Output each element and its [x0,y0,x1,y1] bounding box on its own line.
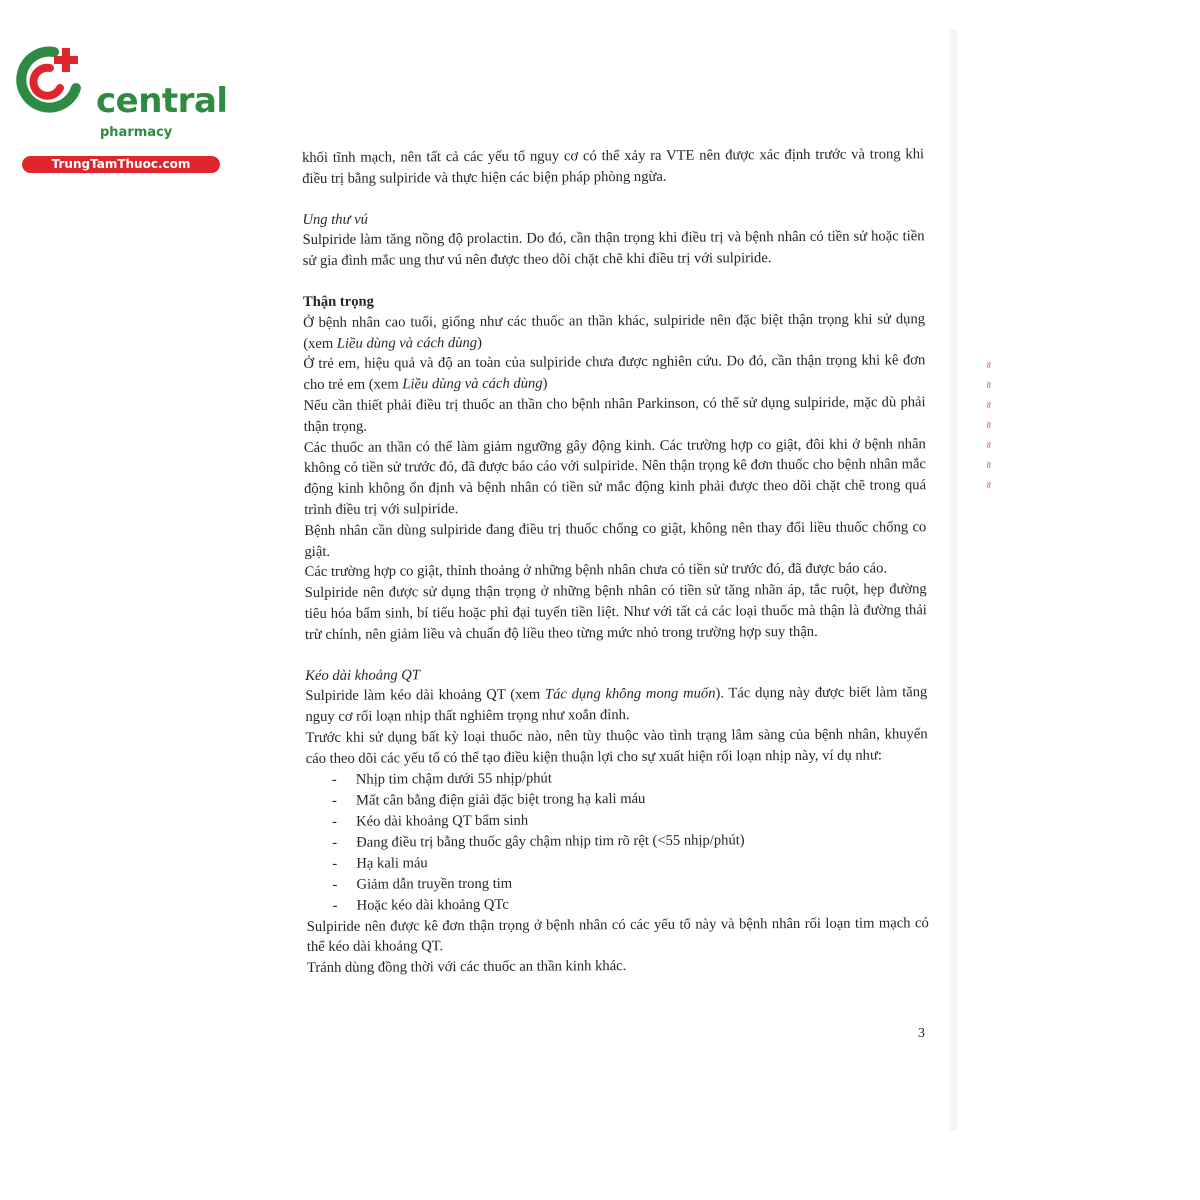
parkinson-paragraph: Nếu cần thiết phải điều trị thuốc an thần cho bệnh nhân Parkinson, có thể sử dụng sulpiride, mặc dù phải thận trọng. [303,394,926,435]
central-pharmacy-logo[interactable] [10,38,228,171]
dosage-reference: Liều dùng và cách dùng [402,375,543,393]
anticonvulsant-paragraph: Bệnh nhân cần dùng sulpiride đang điều trị thuốc chống co giật, không nên thay đổi liều thuốc chống co giật. [304,518,927,560]
logo-website-url[interactable]: TrungTamThuoc.com [22,156,220,173]
elderly-paragraph: Ở bệnh nhân cao tuổi, giống như các thuốc an thần khác, sulpiride nên đặc biệt thận trọng khi sử dụng (xem Liều dùng và cách dùng) [303,310,926,352]
qt-paragraph-4: Tránh dùng đồng thời với các thuốc an thần kinh khác. [306,958,627,977]
seizure-paragraph: Các thuốc an thần có thể làm giảm ngưỡng gây động kinh. Các trường hợp co giật, đôi khi ở bệnh nhân không có tiền sử trước đó, đã được báo cáo với sulpiride. Nên thận trọng kê đơn thuốc cho bệnh nhân mắc động kinh không ổn định và bệnh nhân có tiền sử mắc động kinh phải được theo dõi chặt chẽ trong quá trình điều trị với sulpiride. [303,435,927,518]
precautions-heading: Thận trọng [302,293,374,310]
intro-paragraph: khối tĩnh mạch, nên tất cả các yếu tố nguy cơ có thể xảy ra VTE nên được xác định trước và trong khi điều trị bằng sulpiride và thực hiện các biện pháp phòng ngừa. [302,146,925,187]
list-item: - Hạ kali máu [332,850,928,875]
page-number: 3 [918,1026,925,1041]
logo-brand-name: central [96,81,228,121]
seizure-reports-paragraph: Các trường hợp co giật, thỉnh thoảng ở những bệnh nhân chưa có tiền sử trước đó, đã được báo cáo. [304,560,888,581]
breast-cancer-heading: Ung thư vú [302,211,369,228]
list-item: - Nhịp tim chậm dưới 55 nhịp/phút [332,766,928,791]
list-item: - Đang điều trị bằng thuốc gây chậm nhịp tim rõ rệt (<55 nhịp/phút) [332,829,928,854]
list-item: - Hoặc kéo dài khoảng QTc [333,892,929,917]
pharmacy-logo-icon [10,38,90,118]
dosage-reference: Liều dùng và cách dùng [336,334,478,352]
margin-stamp-icon: ≈ ≈ ≈ ≈ ≈ ≈ ≈ [982,361,996,489]
list-item: - Giảm dẫn truyền trong tim [332,871,928,896]
qt-paragraph-3: Sulpiride nên được kê đơn thận trọng ở bệnh nhân có các yếu tố này và bệnh nhân rối loạn tim mạch có thể kéo dài khoảng QT. [306,914,929,956]
risk-factor-list [306,766,929,917]
qt-paragraph-1: Sulpiride làm kéo dài khoảng QT (xem Tác dụng không mong muốn). Tác dụng này được biết làm tăng nguy cơ rối loạn nhịp thất nghiêm trọng như xoắn đỉnh. [305,684,928,726]
document-body [302,144,929,979]
qt-heading: Kéo dài khoảng QT [305,666,421,684]
breast-cancer-paragraph: Sulpiride làm tăng nồng độ prolactin. Do đó, cần thận trọng khi điều trị và bệnh nhân có tiền sử hoặc tiền sử gia đình mắc ung thư vú nên được theo dõi chặt chẽ khi điều trị với sulpiride. [302,228,925,270]
children-paragraph: Ở trẻ em, hiệu quả và độ an toàn của sulpiride chưa được nghiên cứu. Do đó, cần thận trọng khi kê đơn cho trẻ em (xem Liều dùng và cách dùng) [303,352,926,394]
qt-paragraph-2: Trước khi sử dụng bất kỳ loại thuốc nào, nên tùy thuộc vào tình trạng lâm sàng của bệnh nhân, khuyến cáo theo dõi các yếu tố có thể tạo điều kiện thuận lợi cho sự xuất hiện rối loạn nhịp này, ví dụ như: [305,726,928,767]
list-item: - Kéo dài khoảng QT bẩm sinh [332,808,928,833]
caution-conditions-paragraph: Sulpiride nên được sử dụng thận trọng ở những bệnh nhân có tiền sử tăng nhãn áp, tắc ruột, hẹp đường tiêu hóa bẩm sinh, bí tiểu hoặc phì đại tuyến tiền liệt. Như với tất cả các loại thuốc mà thận là đường thải trừ chính, nên giảm liều và chuẩn độ liều theo từng mức nhỏ trong trường hợp suy thận. [304,581,927,643]
page-edge-shadow [948,30,958,1130]
list-item: - Mất cân bằng điện giải đặc biệt trong hạ kali máu [332,787,928,812]
side-effects-reference: Tác dụng không mong muốn [544,685,716,703]
logo-brand-subtitle: pharmacy [100,125,173,140]
